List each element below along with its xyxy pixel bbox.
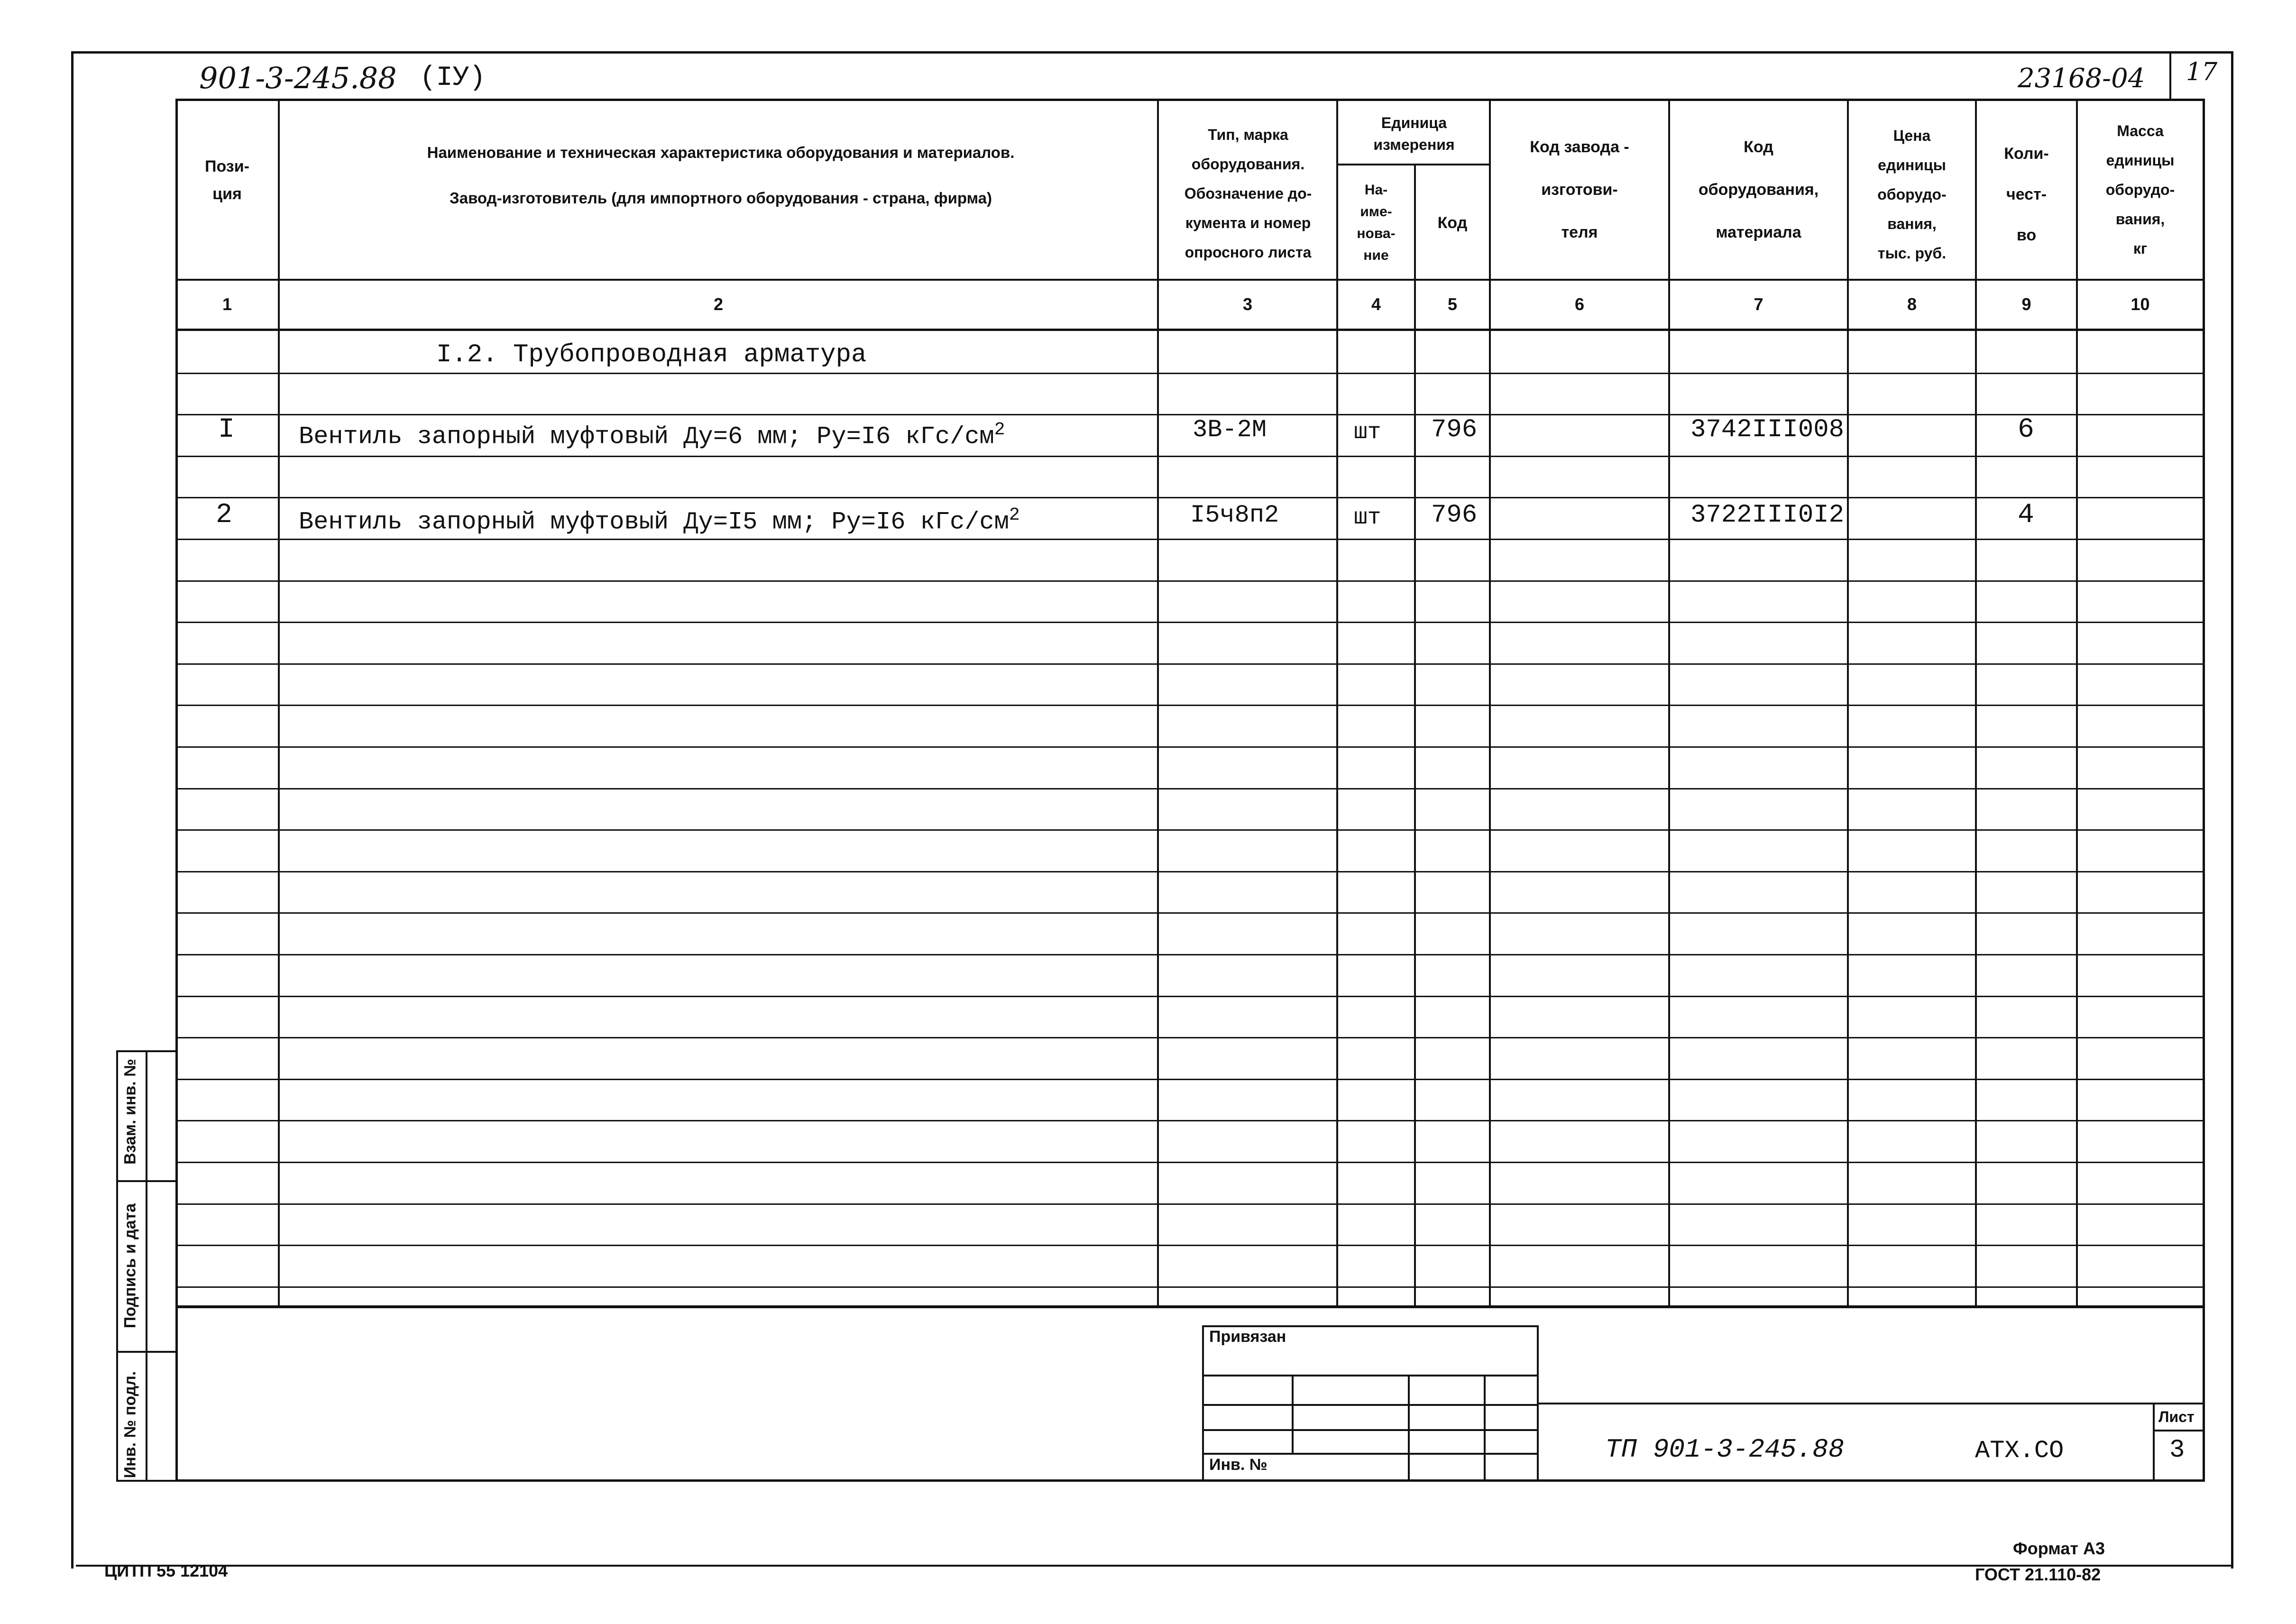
row-rule <box>175 1286 2205 1288</box>
col-sep-3 <box>1336 99 1338 1308</box>
unit-group-header: Единица измерения <box>1373 114 1455 153</box>
col-sep-4 <box>1414 164 1416 1308</box>
linked-col-1 <box>1292 1375 1294 1453</box>
project-code: ТП 901-3-245.88 <box>1605 1434 1845 1465</box>
col-num-6: 6 <box>1574 294 1585 314</box>
side-label-signature-date: Подпись и дата <box>121 1203 139 1329</box>
linked-rule-3 <box>1204 1429 1537 1431</box>
outer-frame-bottom <box>76 1565 2233 1567</box>
row-2-material-code: 3722III0I2 <box>1690 501 1845 530</box>
col-header-1: Пози- ция <box>205 157 249 203</box>
row-1-unit: шт <box>1354 420 1381 445</box>
row-rule <box>175 746 2205 748</box>
col-sep-9 <box>2076 99 2078 1308</box>
sheet-box-left <box>2153 1403 2155 1481</box>
outer-frame-left <box>71 51 73 1569</box>
row-1-name-sup: 2 <box>994 420 1005 440</box>
row-rule <box>175 1162 2205 1163</box>
col-sep-2 <box>1157 99 1159 1308</box>
row-rule <box>175 1245 2205 1246</box>
row-rule <box>175 580 2205 582</box>
inv-no-label: Инв. № <box>1209 1456 1267 1474</box>
col-sep-6 <box>1668 99 1670 1308</box>
row-2-position: 2 <box>216 500 232 531</box>
col-header-5: Код <box>1437 214 1468 232</box>
row-rule <box>175 1203 2205 1205</box>
row-2-name-sup: 2 <box>1009 505 1020 525</box>
title-block-left <box>175 1306 177 1482</box>
row-1-name <box>299 409 1005 458</box>
col-header-3: Тип, марка оборудования. Обозначение до- кумента и номер опросного листа <box>1184 126 1312 261</box>
row-2-name <box>299 495 1020 543</box>
page-mark: 17 <box>2186 58 2218 86</box>
row-rule <box>175 1079 2205 1080</box>
side-stamp-divider <box>146 1052 147 1480</box>
row-2-qty: 4 <box>2018 500 2034 531</box>
col-num-3: 3 <box>1242 294 1253 314</box>
footer-gost: ГОСТ 21.110-82 <box>1975 1565 2101 1584</box>
linked-label: Привязан <box>1209 1328 1286 1346</box>
col-sep-5 <box>1489 99 1491 1308</box>
order-code: 23168-04 <box>2018 63 2145 94</box>
footer-format: Формат А3 <box>2013 1539 2105 1558</box>
title-block-right <box>2203 1306 2205 1482</box>
row-rule <box>175 1037 2205 1038</box>
side-stamp-rule-2 <box>118 1351 176 1353</box>
col-sep-7 <box>1847 99 1849 1308</box>
col-sep-8 <box>1975 99 1977 1308</box>
row-1-qty: 6 <box>2018 414 2034 445</box>
col-num-1: 1 <box>222 294 232 314</box>
col-header-6: Код завода - изготови- теля <box>1530 138 1629 241</box>
sheet-label: Лист <box>2158 1408 2195 1425</box>
spec-table <box>175 99 2205 1308</box>
title-block-bottom <box>175 1479 2205 1482</box>
row-1-position: I <box>218 414 235 445</box>
col-num-2: 2 <box>713 294 724 314</box>
col-sep-1 <box>278 99 280 1308</box>
row-1-material-code: 3742III008 <box>1690 415 1845 444</box>
row-2-unit: шт <box>1354 505 1381 531</box>
row-1-unit-code: 796 <box>1431 415 1478 444</box>
sheet-number: 3 <box>2169 1436 2185 1465</box>
designation: АТХ.СО <box>1975 1437 2064 1465</box>
col-header-2: Наименование и техническая характеристика оборудования и материалов. Завод-изготовитель (для импортного оборудования - страна, фирма) <box>427 144 1015 207</box>
row-rule <box>175 829 2205 831</box>
sheet-box-rule <box>2153 1430 2205 1431</box>
number-row-rule <box>175 329 2205 331</box>
doc-code: 901-3-245.88 <box>199 61 397 95</box>
section-title: I.2. Трубопроводная арматура <box>436 340 867 369</box>
col-num-5: 5 <box>1447 294 1458 314</box>
row-rule <box>175 954 2205 955</box>
col-header-8: Цена единицы оборудо- вания, тыс. руб. <box>1877 127 1947 262</box>
title-block-top <box>175 1306 2205 1308</box>
footer-left-code: ЦИТП 55 12104 <box>104 1561 228 1580</box>
row-rule <box>175 871 2205 872</box>
row-rule <box>175 788 2205 789</box>
col-num-10: 10 <box>2131 294 2150 314</box>
row-1-name-text: Вентиль запорный муфтовый Ду=6 мм; Ру=I6 кГс/см <box>299 422 994 451</box>
table-top <box>175 99 2205 101</box>
top-mark-divider <box>2169 51 2171 101</box>
row-rule <box>175 705 2205 706</box>
row-2-name-text: Вентиль запорный муфтовый Ду=I5 мм; Ру=I6 кГс/см <box>299 508 1009 536</box>
row-rule <box>175 622 2205 623</box>
row-rule <box>175 996 2205 997</box>
row-2-type: I5ч8п2 <box>1190 501 1279 529</box>
col-header-10: Масса единицы оборудо- вания, кг <box>2105 122 2175 257</box>
side-stamp-rule-1 <box>118 1180 176 1182</box>
linked-col-3 <box>1484 1375 1486 1481</box>
row-rule <box>175 1120 2205 1121</box>
linked-col-2 <box>1408 1375 1410 1481</box>
col-header-4: На- име- нова- ние <box>1357 182 1396 263</box>
row-1-type: 3В-2М <box>1193 416 1267 444</box>
col-num-8: 8 <box>1907 294 1917 314</box>
col-num-7: 7 <box>1754 294 1763 314</box>
unit-group-rule <box>1336 164 1490 165</box>
row-rule <box>175 663 2205 665</box>
outer-frame-top <box>71 51 2233 54</box>
project-stamp-top <box>1539 1403 2205 1404</box>
doc-code-suffix: (IУ) <box>420 63 486 93</box>
side-label-replace-inv: Взам. инв. № <box>121 1058 139 1165</box>
linked-rule-4 <box>1204 1453 1537 1455</box>
row-rule <box>175 912 2205 914</box>
row-2-unit-code: 796 <box>1431 501 1478 530</box>
col-header-9: Коли- чест- во <box>2004 145 2049 244</box>
outer-frame-right <box>2231 51 2233 1569</box>
col-num-9: 9 <box>2021 294 2031 314</box>
linked-rule-1 <box>1204 1375 1537 1376</box>
col-header-7: Код оборудования, материала <box>1698 138 1819 241</box>
linked-rule-2 <box>1204 1404 1537 1406</box>
col-num-4: 4 <box>1371 294 1381 314</box>
side-label-inv-original: Инв. № подл. <box>121 1371 139 1478</box>
